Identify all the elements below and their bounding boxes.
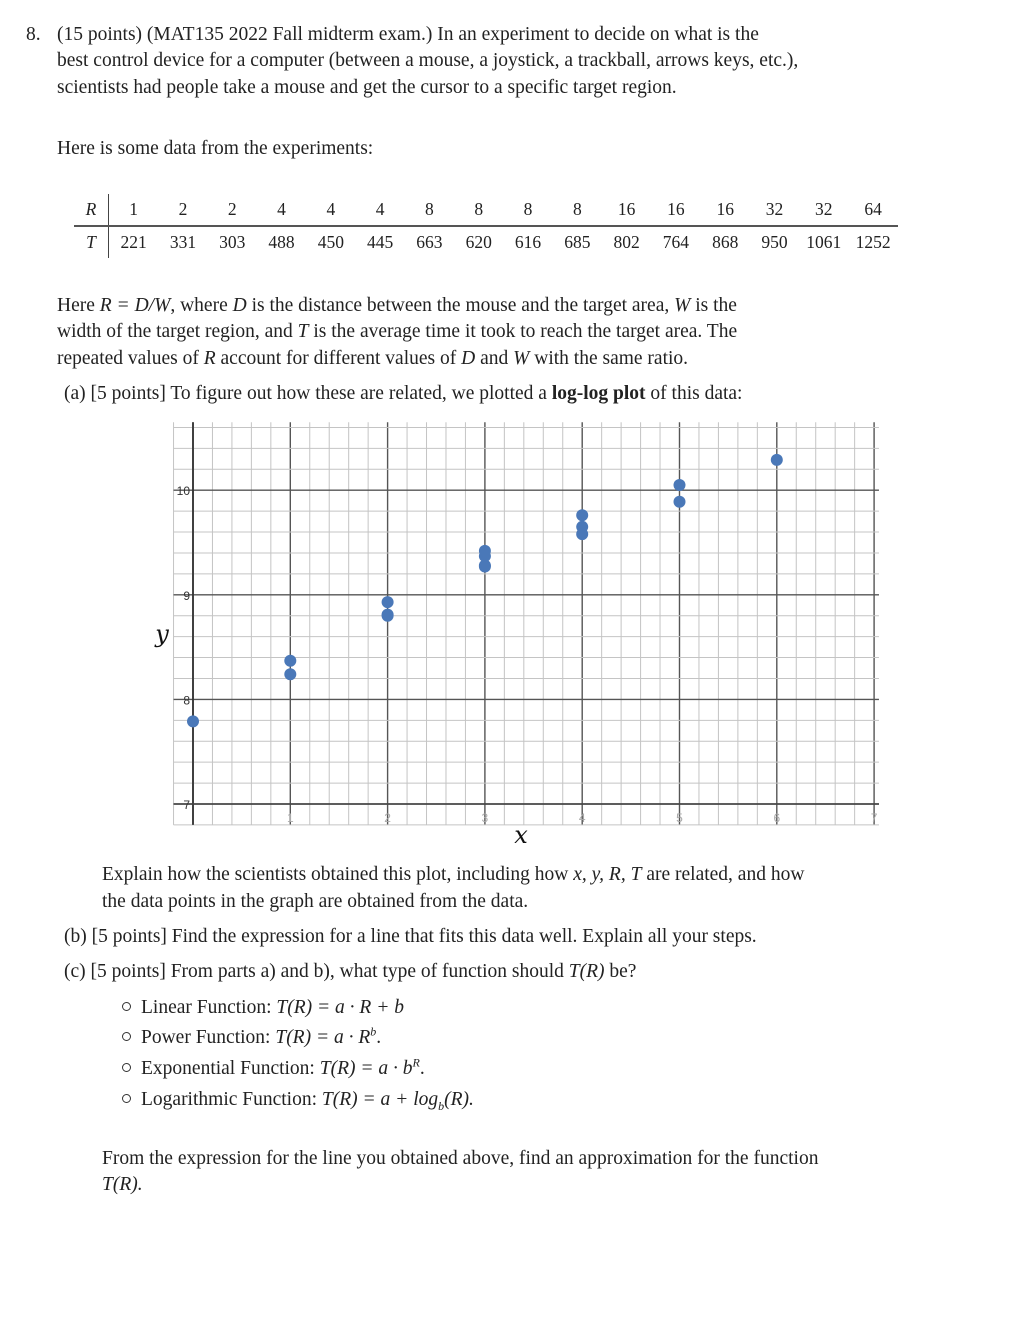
part-a-explain-line1: Explain how the scientists obtained this plot, including how x, y, R, T are related, and how — [102, 864, 805, 885]
data-point — [284, 668, 296, 680]
option-logarithmic: Logarithmic Function: $T(R) = a + \log_b(R)$. — [122, 1087, 474, 1114]
definitions-line3: repeated values of R account for different values of D and W with the same ratio. — [57, 348, 689, 369]
table-cell: 445 — [367, 232, 394, 253]
data-point — [382, 610, 394, 622]
data-point — [674, 496, 686, 508]
svg-text:1: 1 — [286, 811, 294, 825]
x-axis-label: x — [514, 821, 528, 849]
definitions-line1: Here R = D/W, where D is the distance between the mouse and the target area, W is the — [57, 295, 737, 316]
y-axis-label: y — [155, 620, 169, 648]
question-intro-line2: best control device for a computer (between a mouse, a joystick, a trackball, arrows keys, etc.), — [57, 50, 799, 71]
table-cell: 950 — [761, 232, 788, 253]
svg-text:10: 10 — [176, 484, 190, 499]
data-point — [479, 561, 491, 573]
table-cell: 2 — [208, 194, 257, 226]
table-cell: 764 — [662, 232, 690, 253]
data-point — [576, 528, 588, 540]
svg-text:6: 6 — [773, 811, 781, 825]
table-cell: 663 — [416, 232, 443, 253]
part-b-prompt: (b) [5 points] Find the expression for a line that fits this data well. Explain all your steps. — [64, 926, 757, 947]
data-point — [284, 655, 296, 667]
table-cell: 488 — [268, 232, 295, 253]
data-lead-text: Here is some data from the experiments: — [57, 138, 374, 159]
svg-text:4: 4 — [578, 811, 586, 825]
table-cell: 331 — [169, 232, 197, 253]
data-point — [576, 509, 588, 521]
table-cell: 1252 — [855, 232, 891, 253]
question-intro-line3: scientists had people take a mouse and get the cursor to a specific target region. — [57, 77, 677, 98]
axis-tick-labels — [177, 484, 878, 825]
table-cell: 8 — [405, 194, 454, 226]
table-cell: 1 — [109, 194, 159, 226]
closing-line1: From the expression for the line you obtained above, find an approximation for the function — [102, 1148, 819, 1169]
table-cell: 868 — [712, 232, 739, 253]
data-point — [674, 479, 686, 491]
table-cell: 8 — [553, 194, 602, 226]
table-cell: 16 — [602, 194, 651, 226]
table-cell: 221 — [120, 232, 147, 253]
part-a-explain-line2: the data points in the graph are obtained from the data. — [102, 891, 529, 912]
bullet-icon — [122, 1094, 131, 1103]
table-cell: 1061 — [806, 232, 842, 253]
table-cell: 616 — [514, 232, 542, 253]
option-exponential: Exponential Function: $T(R) = a \cdot b^R$. — [122, 1056, 425, 1083]
data-point — [479, 545, 491, 557]
bullet-icon — [122, 1032, 131, 1041]
svg-text:3: 3 — [481, 811, 489, 825]
table-cell: 685 — [564, 232, 591, 253]
row-label-T: T — [74, 226, 109, 258]
table-cell: 8 — [454, 194, 503, 226]
table-cell: 64 — [848, 194, 897, 226]
question-intro-line1: (15 points) (MAT135 2022 Fall midterm exam.) In an experiment to decide on what is the — [57, 24, 759, 45]
svg-text:2: 2 — [384, 811, 391, 825]
svg-text:9: 9 — [183, 588, 190, 603]
table-cell: 16 — [651, 194, 700, 226]
part-c-prompt: (c) [5 points] From parts a) and b), what type of function should T(R) be? — [64, 961, 637, 982]
question-number: 8. — [26, 24, 41, 45]
closing-line2: T(R). — [102, 1174, 143, 1195]
data-point — [187, 715, 199, 727]
table-cell: 802 — [613, 232, 640, 253]
table-cell: 2 — [158, 194, 207, 226]
table-cell: 303 — [219, 232, 246, 253]
table-cell: 4 — [306, 194, 355, 226]
bullet-icon — [122, 1063, 131, 1072]
option-power: Power Function: $T(R) = a \cdot R^b$. — [122, 1025, 381, 1052]
plot-grid — [174, 422, 879, 825]
svg-text:5: 5 — [676, 811, 683, 825]
svg-text:8: 8 — [183, 693, 190, 708]
data-point — [771, 454, 783, 466]
table-cell: 8 — [503, 194, 552, 226]
svg-text:7: 7 — [870, 811, 878, 825]
data-point — [382, 596, 394, 608]
bullet-icon — [122, 1002, 131, 1011]
table-cell: 16 — [701, 194, 750, 226]
row-label-R: R — [74, 194, 109, 226]
table-cell: 450 — [317, 232, 344, 253]
table-cell: 4 — [257, 194, 306, 226]
table-cell: 32 — [799, 194, 848, 226]
svg-text:7: 7 — [183, 798, 190, 812]
table-cell: 620 — [465, 232, 492, 253]
table-cell: 4 — [355, 194, 404, 226]
part-a-prompt: (a) [5 points] To figure out how these are related, we plotted a log-log plot of this data: — [64, 383, 743, 404]
option-linear: Linear Function: T(R) = a · R + b — [122, 995, 404, 1022]
definitions-line2: width of the target region, and T is the average time it took to reach the target area. The — [57, 321, 738, 342]
table-cell: 32 — [750, 194, 799, 226]
